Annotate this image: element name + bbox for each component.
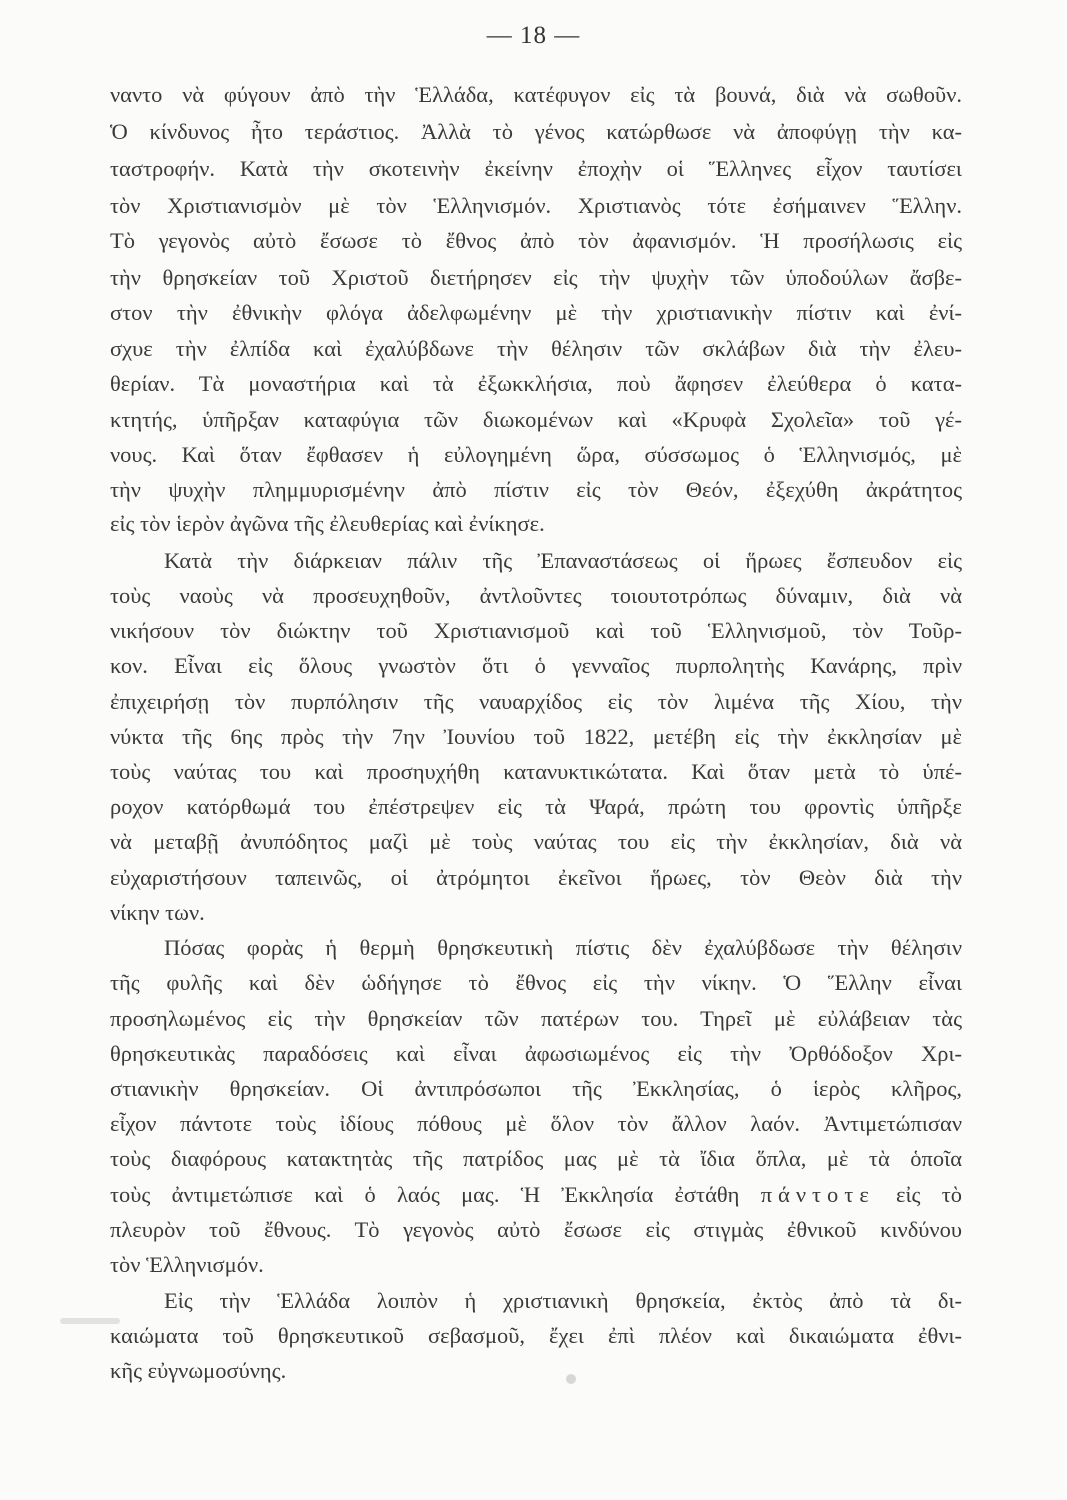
text-line: ροχον κατόρθωμά του ἐπέστρεψεν εἰς τὰ Ψαρά, πρώτη του φροντὶς ὑπῆρξε [110,794,962,819]
text-line: εἰς τὸν ἱερὸν ἀγῶνα τῆς ἐλευθερίας καὶ ἐνίκησε. [110,511,545,536]
text-line: πλευρὸν τοῦ ἔθνους. Τὸ γεγονὸς αὐτὸ ἔσωσε εἰς στιγμὰς ἐθνικοῦ κινδύνου [110,1217,962,1242]
text-line: τὸν Ἑλληνισμόν. [110,1252,264,1277]
text-line: στον τὴν ἐθνικὴν φλόγα ἀδελφωμένην μὲ τὴν χριστιανικὴν πίστιν καὶ ἐνί- [110,300,962,325]
text-line: τὸν Χριστιανισμὸν μὲ τὸν Ἑλληνισμόν. Χριστιανὸς τότε ἐσήμαινεν Ἕλλην. [110,193,962,218]
text-line: νίκην των. [110,900,205,925]
text-line: τῆς φυλῆς καὶ δὲν ὡδήγησε τὸ ἔθνος εἰς τὴν νίκην. Ὁ Ἕλλην εἶναι [110,970,962,995]
emphasized-spaced-word: πάντοτε [760,1182,875,1207]
text-line: νύκτα τῆς 6ης πρὸς τὴν 7ην Ἰουνίου τοῦ 1822, μετέβη εἰς τὴν ἐκκλησίαν μὲ [110,724,962,749]
text-line: στιανικὴν θρησκείαν. Οἱ ἀντιπρόσωποι τῆς Ἐκκλησίας, ὁ ἱερὸς κλῆρος, [110,1076,962,1101]
text-line: τοὺς διαφόρους κατακτητὰς τῆς πατρίδος μας μὲ τὰ ἴδια ὅπλα, μὲ τὰ ὁποῖα [110,1146,962,1171]
text-line: κτητής, ὑπῆρξαν καταφύγια τῶν διωκομένων καὶ «Κρυφὰ Σχολεῖα» τοῦ γέ- [110,407,962,432]
text-line: τοὺς ναοὺς νὰ προσευχηθοῦν, ἀντλοῦντες τοιουτοτρόπως δύναμιν, διὰ νὰ [110,583,962,608]
text-line-with-spaced-word [110,1180,962,1210]
text-line: Τὸ γεγονὸς αὐτὸ ἔσωσε τὸ ἔθνος ἀπὸ τὸν ἀφανισμόν. Ἡ προσήλωσις εἰς [110,228,962,253]
text-line: κῆς εὐγνωμοσύνης. [110,1358,287,1383]
ink-dot [566,1374,576,1384]
text-line: ἐπιχειρήσῃ τὸν πυρπόλησιν τῆς ναυαρχίδος εἰς τὸν λιμένα τῆς Χίου, τὴν [110,689,962,714]
text-line: θερίαν. Τὰ μοναστήρια καὶ τὰ ἐξωκκλήσια, ποὺ ἄφησεν ἐλεύθερα ὁ κατα- [110,371,962,396]
text-line: Ὁ κίνδυνος ἦτο τεράστιος. Ἀλλὰ τὸ γένος κατώρθωσε νὰ ἀποφύγῃ τὴν κα- [110,119,962,144]
paragraph-first-line: Πόσας φορὰς ἡ θερμὴ θρησκευτικὴ πίστις δὲν ἐχαλύβδωσε τὴν θέλησιν [164,935,962,960]
text-line: εὐχαριστήσουν ταπεινῶς, οἱ ἀτρόμητοι ἐκεῖνοι ἥρωες, τὸν Θεὸν διὰ τὴν [110,865,962,890]
text-line: σχυε τὴν ἐλπίδα καὶ ἐχαλύβδωνε τὴν θέλησιν τῶν σκλάβων διὰ τὴν ἐλευ- [110,336,962,361]
text-line: νὰ μεταβῇ ἀνυπόδητος μαζὶ μὲ τοὺς ναύτας του εἰς τὴν ἐκκλησίαν, διὰ νὰ [110,829,962,854]
page-number: — 18 — [486,22,581,49]
text-line: νους. Καὶ ὅταν ἔφθασεν ἡ εὐλογημένη ὥρα, σύσσωμος ὁ Ἑλληνισμός, μὲ [110,442,962,467]
text-line: προσηλωμένος εἰς τὴν θρησκείαν τῶν πατέρων του. Τηρεῖ μὲ εὐλάβειαν τὰς [110,1006,962,1031]
text-line: κον. Εἶναι εἰς ὅλους γνωστὸν ὅτι ὁ γενναῖος πυρπολητὴς Κανάρης, πρὶν [110,653,962,678]
ink-smudge [60,1318,120,1324]
paragraph-first-line: Εἰς τὴν Ἑλλάδα λοιπὸν ἡ χριστιανικὴ θρησκεία, ἐκτὸς ἀπὸ τὰ δι- [164,1288,962,1313]
text-line: τὴν θρησκείαν τοῦ Χριστοῦ διετήρησεν εἰς τὴν ψυχὴν τῶν ὑποδούλων ἄσβε- [110,265,962,290]
paragraph-first-line: Κατὰ τὴν διάρκειαν πάλιν τῆς Ἐπαναστάσεως οἱ ἥρωες ἔσπευδον εἰς [164,548,962,573]
text-segment: τοὺς ἀντιμετώπισε καὶ ὁ λαός μας. Ἡ Ἐκκλησία ἐστάθη [110,1182,740,1207]
text-line: ταστροφήν. Κατὰ τὴν σκοτεινὴν ἐκείνην ἐποχὴν οἱ Ἕλληνες εἶχον ταυτίσει [110,156,962,181]
text-line: εἶχον πάντοτε τοὺς ἰδίους πόθους μὲ ὅλον τὸν ἄλλον λαόν. Ἀντιμετώπισαν [110,1111,962,1136]
text-line: ναντο νὰ φύγουν ἀπὸ τὴν Ἑλλάδα, κατέφυγον εἰς τὰ βουνά, διὰ νὰ σωθοῦν. [110,82,962,107]
text-line: τὴν ψυχὴν πλημμυρισμένην ἀπὸ πίστιν εἰς τὸν Θεόν, ἐξεχύθη ἀκράτητος [110,477,962,502]
text-line: τοὺς ναύτας του καὶ προσηυχήθη κατανυκτικώτατα. Καὶ ὅταν μετὰ τὸ ὑπέ- [110,759,962,784]
text-line: νικήσουν τὸν διώκτην τοῦ Χριστιανισμοῦ καὶ τοῦ Ἑλληνισμοῦ, τὸν Τοῦρ- [110,618,962,643]
text-segment: εἰς τὸ [896,1182,962,1207]
text-line: καιώματα τοῦ θρησκευτικοῦ σεβασμοῦ, ἔχει ἐπὶ πλέον καὶ δικαιώματα ἐθνι- [110,1323,962,1348]
text-line: θρησκευτικὰς παραδόσεις καὶ εἶναι ἀφωσιωμένος εἰς τὴν Ὀρθόδοξον Χρι- [110,1041,962,1066]
